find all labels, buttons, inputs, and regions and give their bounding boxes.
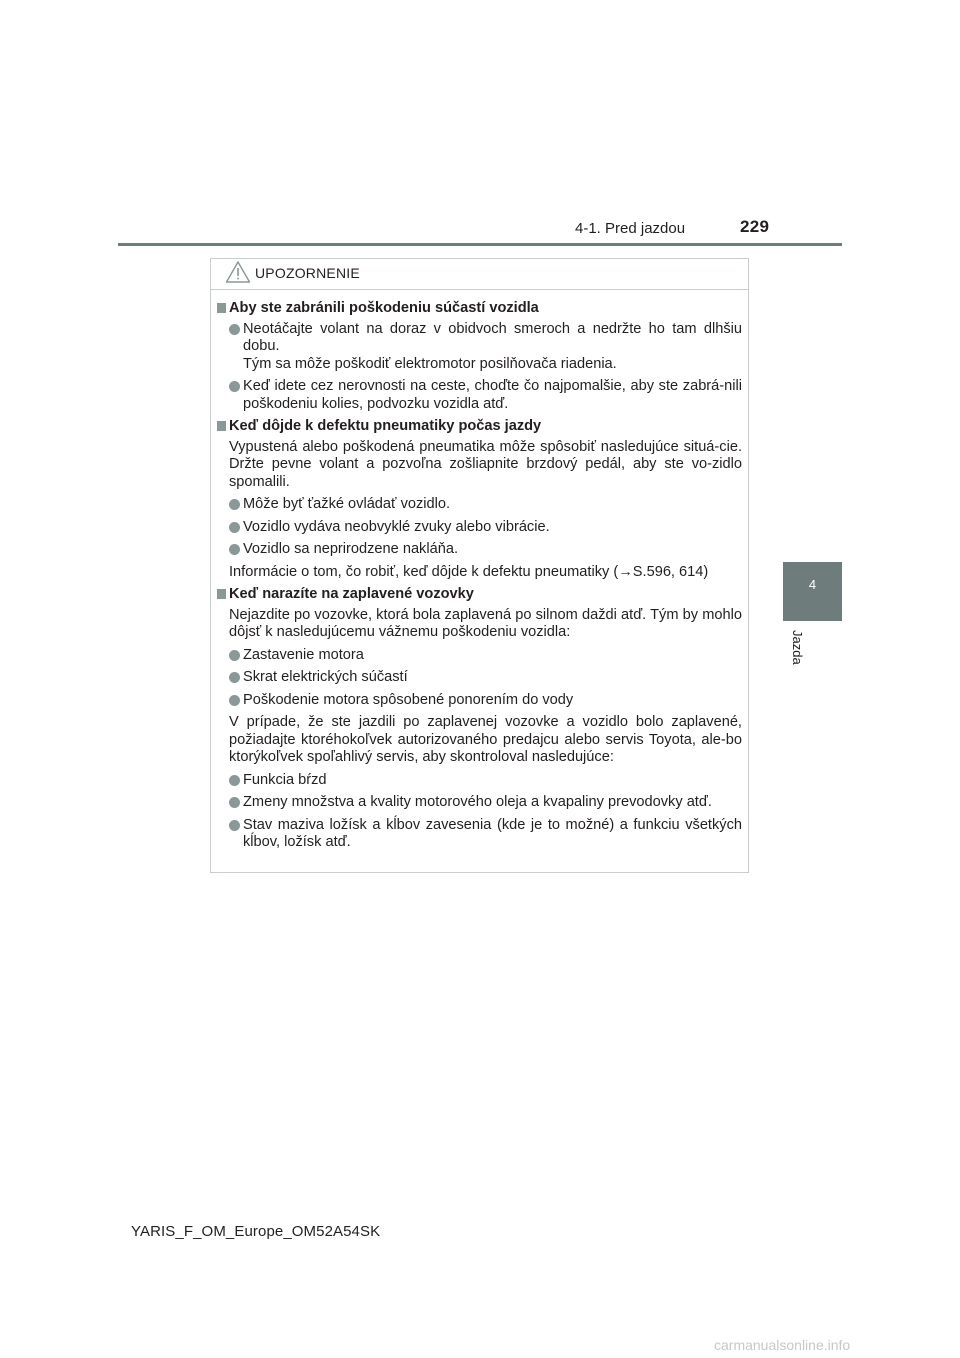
section-outro: V prípade, že ste jazdili po zaplavenej vozovke a vozidlo bolo zaplavené, požiadajte ktoréhokoľvek autorizovaného predajcu alebo servis Toyota, ale-bo ktorýkoľvek spoľahlivý servis, aby skontroloval nasledujúce:: [229, 714, 742, 765]
list-item: Skrat elektrických súčastí: [229, 669, 742, 687]
chapter-number: 4: [808, 577, 817, 592]
chapter-tab[interactable]: [783, 562, 842, 621]
circle-bullet-icon: [229, 650, 240, 661]
document-code: YARIS_F_OM_Europe_OM52A54SK: [131, 1223, 381, 1240]
header-section-title: 4-1. Pred jazdou: [575, 220, 686, 237]
list-item: Funkcia bŕzd: [229, 772, 742, 790]
page-number: 229: [740, 217, 770, 236]
page-reference: Informácie o tom, čo robiť, keď dôjde k defektu pneumatiky (→S.596, 614): [229, 563, 709, 580]
circle-bullet-icon: [229, 522, 240, 533]
section-intro: Vypustená alebo poškodená pneumatika môže spôsobiť nasledujúce situá-cie. Držte pevne volant a pozvoľna zošliapnite brzdový pedál, aby ste vo-zidlo spomalili.: [229, 438, 742, 490]
section-intro: Nejazdite po vozovke, ktorá bola zaplavená po silnom daždi atď. Tým by mohlo dôjsť k nasledujúcemu vážnemu poškodeniu vozidla:: [229, 606, 742, 640]
warning-triangle-icon: [225, 260, 251, 284]
section-title: Keď narazíte na zaplavené vozovky: [217, 586, 742, 604]
list-item: Vozidlo vydáva neobvyklé zvuky alebo vibrácie.: [229, 519, 742, 537]
circle-bullet-icon: [229, 544, 240, 555]
list-item: Keď idete cez nerovnosti na ceste, choďte čo najpomalšie, aby ste zabrá-nili poškodeniu kolies, podvozku vozidla atď.: [229, 378, 742, 413]
square-bullet-icon: [217, 589, 226, 599]
circle-bullet-icon: [229, 695, 240, 706]
circle-bullet-icon: [229, 820, 240, 831]
circle-bullet-icon: [229, 381, 240, 392]
section-component-damage: [217, 300, 742, 413]
watermark-text: carmanualsonline.info: [714, 1337, 851, 1353]
circle-bullet-icon: [229, 324, 240, 335]
square-bullet-icon: [217, 303, 226, 313]
section-tire-failure: [217, 418, 742, 581]
list-item: Môže byť ťažké ovládať vozidlo.: [229, 496, 742, 514]
chapter-label: Jazda: [790, 630, 805, 665]
list-item: Poškodenie motora spôsobené ponorením do vody: [229, 692, 742, 710]
circle-bullet-icon: [229, 797, 240, 808]
section-title: Keď dôjde k defektu pneumatiky počas jazdy: [217, 418, 742, 436]
list-item: Zastavenie motora: [229, 647, 742, 665]
warning-body: [211, 290, 748, 852]
list-item: Stav maziva ložísk a kĺbov zavesenia (kde je to možné) a funkciu všetkých kĺbov, ložísk atď.: [229, 817, 742, 852]
list-item: Neotáčajte volant na doraz v obidvoch smeroch a nedržte ho tam dlhšiu dobu. Tým sa môže poškodiť elektromotor posilňovača riadenia.: [229, 321, 742, 374]
header-divider: [118, 243, 842, 246]
square-bullet-icon: [217, 421, 226, 431]
section-title: Aby ste zabránili poškodeniu súčastí vozidla: [217, 300, 742, 318]
warning-box: [210, 258, 749, 873]
circle-bullet-icon: [229, 775, 240, 786]
list-item: Vozidlo sa neprirodzene nakláňa.: [229, 541, 742, 559]
list-item: Zmeny množstva a kvality motorového oleja a kvapaliny prevodovky atď.: [229, 794, 742, 812]
circle-bullet-icon: [229, 672, 240, 683]
warning-title: UPOZORNENIE: [255, 265, 360, 281]
circle-bullet-icon: [229, 499, 240, 510]
warning-header: [211, 259, 748, 290]
section-flooded-roads: [217, 586, 742, 852]
